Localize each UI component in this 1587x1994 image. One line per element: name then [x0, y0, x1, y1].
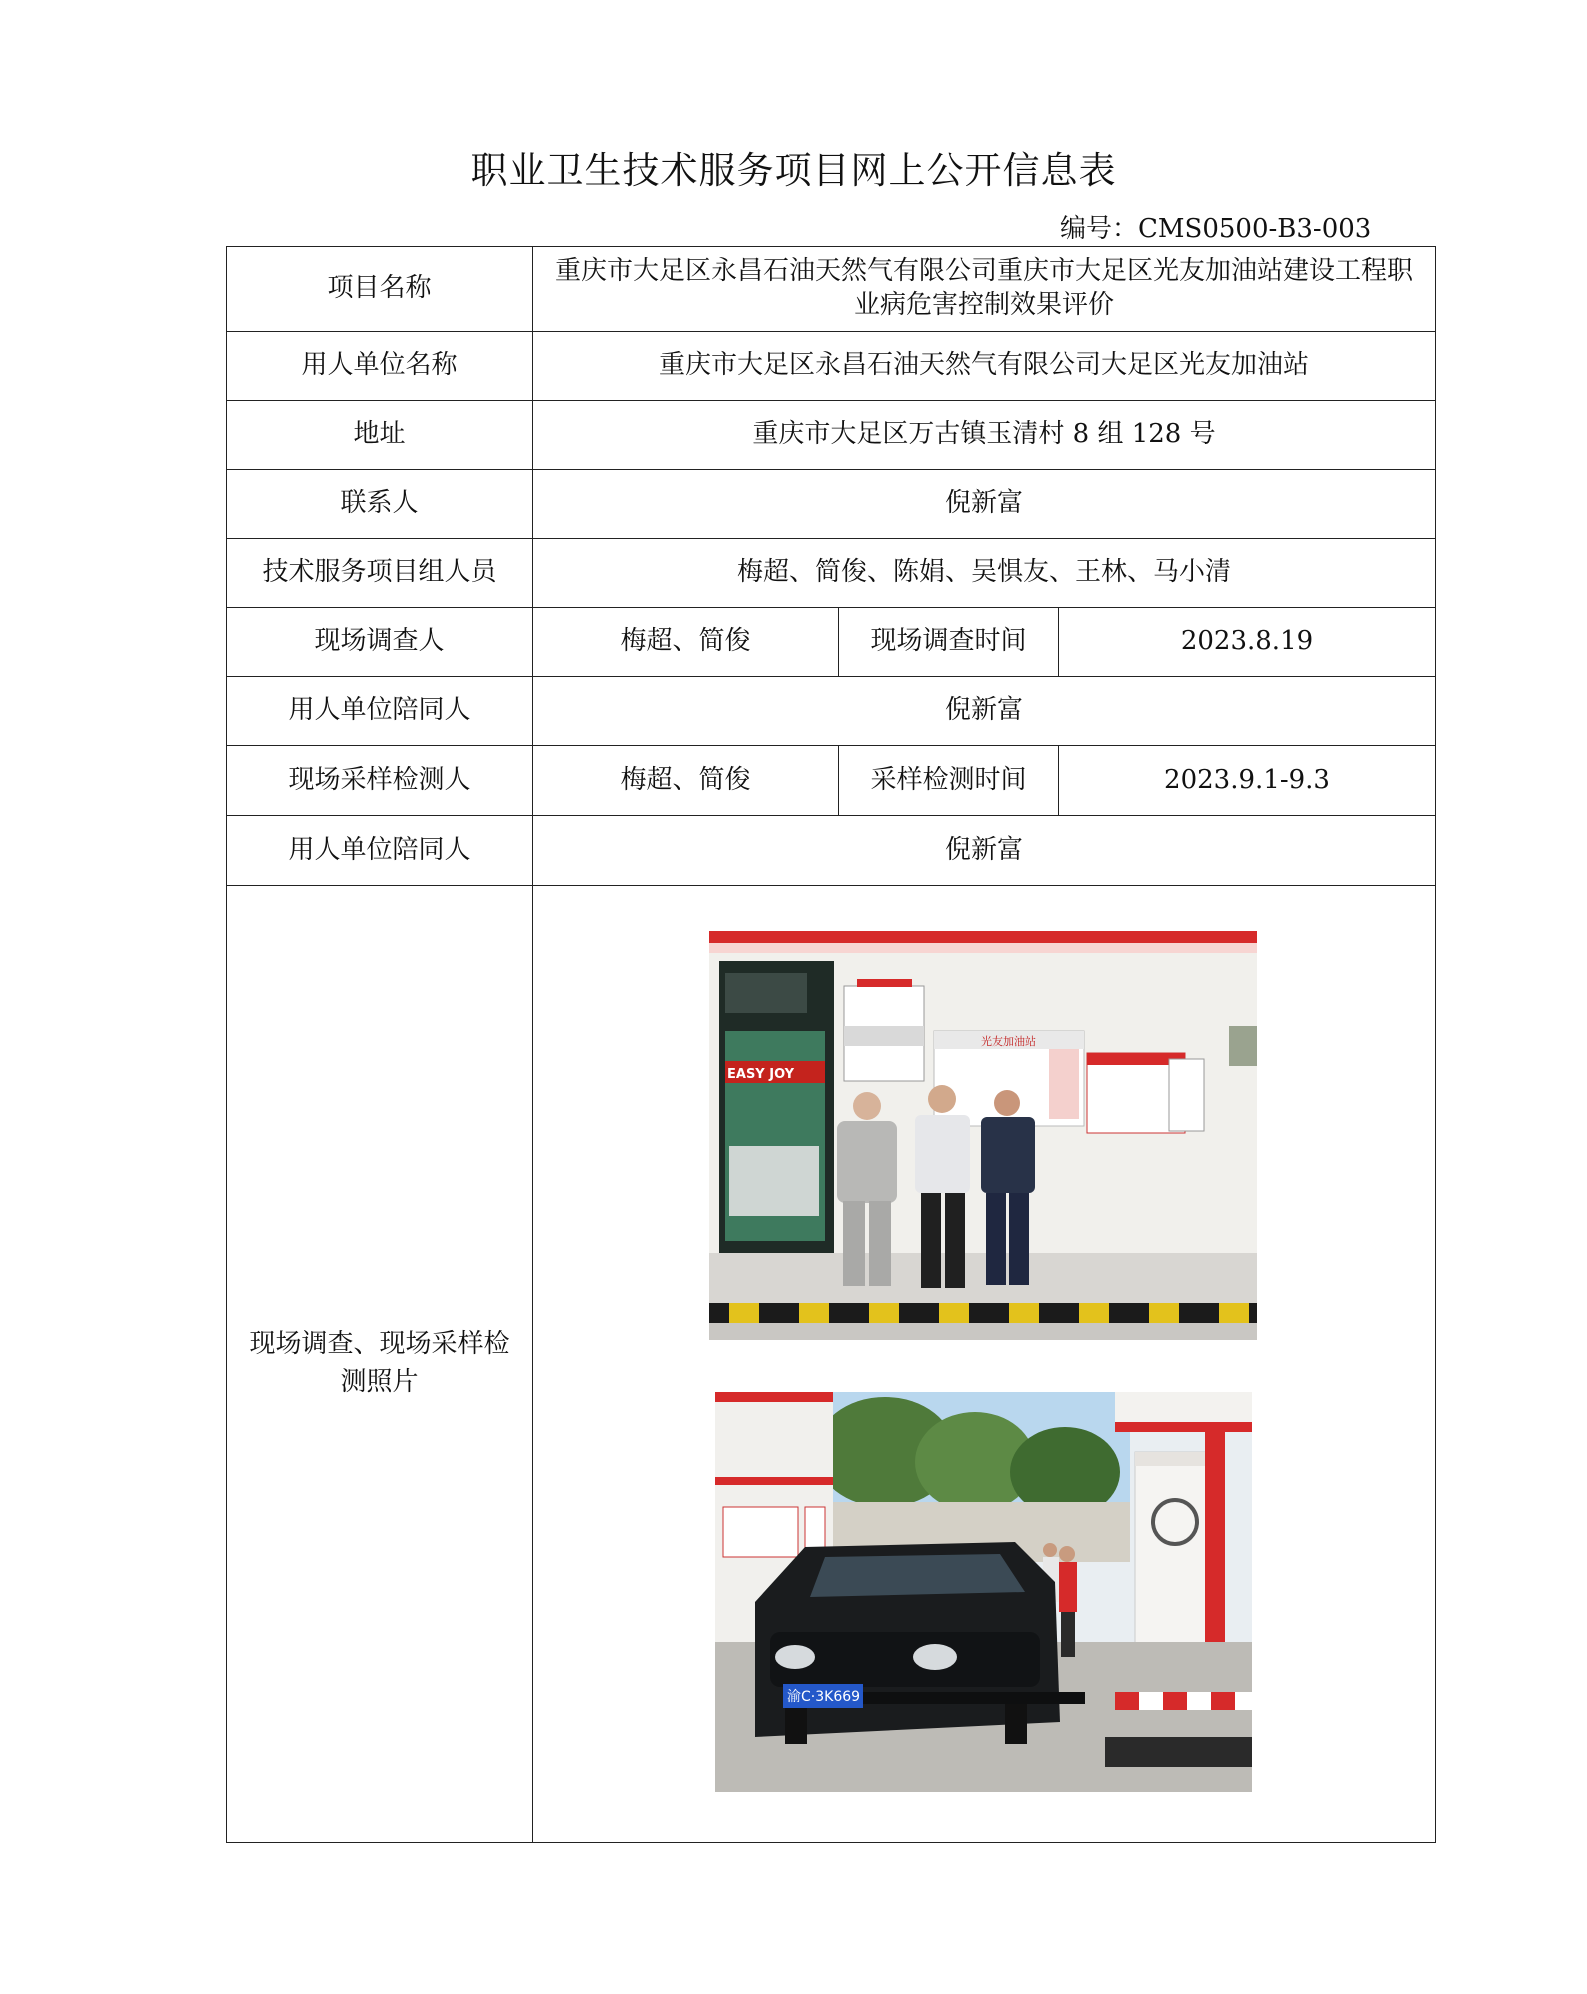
barrier-stripes [1115, 1692, 1252, 1710]
station-sign-text: 光友加油站 [981, 1034, 1036, 1048]
project-name-label: 项目名称 [227, 247, 533, 332]
sampling-photo-image [715, 1392, 1252, 1792]
team-value: 梅超、简俊、陈娟、吴惧友、王林、马小清 [533, 539, 1436, 608]
sampling-time-value: 2023.9.1-9.3 [1059, 746, 1436, 816]
address-value: 重庆市大足区万古镇玉清村 8 组 128 号 [533, 401, 1436, 470]
curb-stripes [709, 1303, 1257, 1323]
sampling-photo [715, 1392, 1252, 1792]
address-label: 地址 [227, 401, 533, 470]
site-survey-time-value: 2023.8.19 [1059, 608, 1436, 677]
team-label: 技术服务项目组人员 [227, 539, 533, 608]
sampling-label: 现场采样检测人 [227, 746, 533, 816]
row-accompany-1 [227, 677, 1436, 746]
contact-label: 联系人 [227, 470, 533, 539]
sampling-time-label: 采样检测时间 [839, 746, 1059, 816]
row-sampling [227, 746, 1436, 816]
site-survey-photo [709, 931, 1257, 1340]
document-code: 编号：CMS0500-B3-003 [1060, 214, 1372, 244]
accompany-2-label: 用人单位陪同人 [227, 816, 533, 886]
row-accompany-2 [227, 816, 1436, 886]
row-team [227, 539, 1436, 608]
site-survey-photo-image [709, 931, 1257, 1340]
page-title: 职业卫生技术服务项目网上公开信息表 [470, 149, 1117, 192]
site-survey-label: 现场调查人 [227, 608, 533, 677]
sampling-value: 梅超、简俊 [533, 746, 839, 816]
accompany-1-label: 用人单位陪同人 [227, 677, 533, 746]
row-project-name [227, 247, 1436, 332]
site-survey-time-label: 现场调查时间 [839, 608, 1059, 677]
row-site-survey [227, 608, 1436, 677]
row-employer-name [227, 332, 1436, 401]
contact-value: 倪新富 [533, 470, 1436, 539]
info-table [226, 246, 1436, 1843]
row-photos [227, 886, 1436, 1843]
project-name-value: 重庆市大足区永昌石油天然气有限公司重庆市大足区光友加油站建设工程职业病危害控制效果评价 [533, 247, 1436, 332]
license-plate-text: 渝C·3K669 [787, 1688, 861, 1705]
photos-cell [533, 886, 1436, 1843]
photos-label: 现场调查、现场采样检测照片 [227, 886, 533, 1843]
row-address [227, 401, 1436, 470]
store-sign-text: EASY JOY [727, 1066, 795, 1082]
accompany-2-value: 倪新富 [533, 816, 1436, 886]
employer-name-label: 用人单位名称 [227, 332, 533, 401]
employer-name-value: 重庆市大足区永昌石油天然气有限公司大足区光友加油站 [533, 332, 1436, 401]
row-contact [227, 470, 1436, 539]
site-survey-value: 梅超、简俊 [533, 608, 839, 677]
accompany-1-value: 倪新富 [533, 677, 1436, 746]
